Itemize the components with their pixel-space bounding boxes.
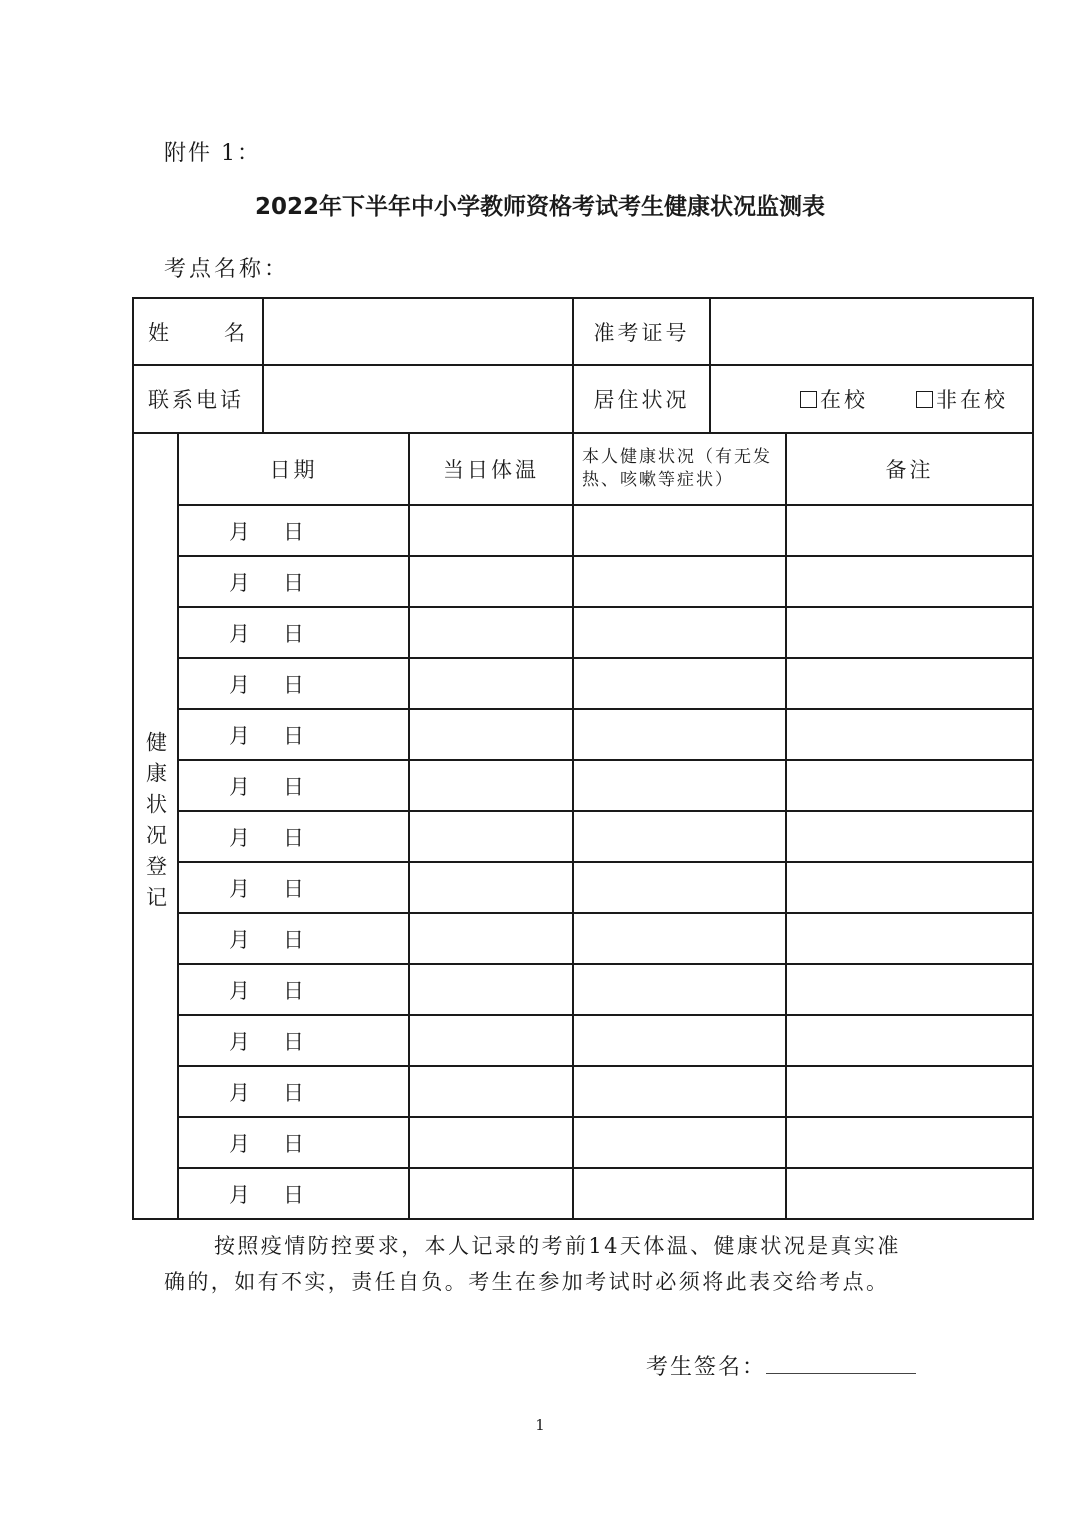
date-cell[interactable]: 月 日 [178,607,409,658]
temperature-cell[interactable] [409,760,573,811]
attachment-label: 附件 1： [164,141,261,166]
health-cell[interactable] [573,760,786,811]
date-cell[interactable]: 月 日 [178,1168,409,1219]
temperature-cell[interactable] [409,811,573,862]
temperature-cell[interactable] [409,607,573,658]
note-cell[interactable] [786,862,1033,913]
table-row [133,505,1033,556]
health-cell[interactable] [573,1015,786,1066]
date-cell[interactable]: 月 日 [178,556,409,607]
signature-label: 考生签名： [646,1355,767,1380]
temperature-cell[interactable] [409,505,573,556]
table-row [133,658,1033,709]
table-row [133,811,1033,862]
temperature-cell[interactable] [409,1015,573,1066]
note-cell[interactable] [786,1066,1033,1117]
health-cell[interactable] [573,556,786,607]
table-row [133,1066,1033,1117]
declaration-text: 按照疫情防控要求，本人记录的考前14天体温、健康状况是真实准确的，如有不实，责任自负。考生在参加考试时必须将此表交给考点。 [164,1234,901,1294]
health-cell[interactable] [573,1117,786,1168]
table-row [133,862,1033,913]
table-row [133,1168,1033,1219]
date-cell[interactable]: 月 日 [178,1015,409,1066]
residence-option-off-campus[interactable]: 非在校 [916,384,1008,414]
table-row [133,1015,1033,1066]
note-cell[interactable] [786,1015,1033,1066]
note-cell[interactable] [786,505,1033,556]
temperature-cell[interactable] [409,709,573,760]
date-cell[interactable]: 月 日 [178,862,409,913]
signature-field[interactable] [766,1353,916,1374]
health-cell[interactable] [573,1168,786,1219]
table-row [133,760,1033,811]
note-cell[interactable] [786,1168,1033,1219]
admission-number-field[interactable] [710,298,1033,365]
temperature-cell[interactable] [409,964,573,1015]
health-monitoring-form [132,297,1034,1220]
date-cell[interactable]: 月 日 [178,913,409,964]
temperature-cell[interactable] [409,1066,573,1117]
name-label: 姓 名 [133,298,263,365]
table-row [133,1117,1033,1168]
residence-label: 居住状况 [573,365,710,433]
name-field[interactable] [263,298,573,365]
health-cell[interactable] [573,1066,786,1117]
column-header-note: 备注 [786,433,1033,505]
signature-area [646,1350,916,1381]
date-cell[interactable]: 月 日 [178,964,409,1015]
note-cell[interactable] [786,811,1033,862]
table-row [133,964,1033,1015]
table-row [133,709,1033,760]
health-cell[interactable] [573,607,786,658]
note-cell[interactable] [786,556,1033,607]
phone-field[interactable] [263,365,573,433]
note-cell[interactable] [786,1117,1033,1168]
phone-label: 联系电话 [133,365,263,433]
page-title: 2022年下半年中小学教师资格考试考生健康状况监测表 [254,194,825,220]
date-cell[interactable]: 月 日 [178,658,409,709]
temperature-cell[interactable] [409,862,573,913]
health-cell[interactable] [573,964,786,1015]
exam-site-label: 考点名称： [164,257,290,282]
health-cell[interactable] [573,862,786,913]
health-cell[interactable] [573,658,786,709]
health-cell[interactable] [573,913,786,964]
admission-number-label: 准考证号 [573,298,710,365]
health-cell[interactable] [573,709,786,760]
note-cell[interactable] [786,658,1033,709]
temperature-cell[interactable] [409,556,573,607]
table-row [133,607,1033,658]
column-header-health: 本人健康状况（有无发热、咳嗽等症状） [573,433,786,505]
checkbox-icon[interactable] [916,391,933,408]
note-cell[interactable] [786,913,1033,964]
column-header-temperature: 当日体温 [409,433,573,505]
note-cell[interactable] [786,760,1033,811]
date-cell[interactable]: 月 日 [178,505,409,556]
temperature-cell[interactable] [409,658,573,709]
date-cell[interactable]: 月 日 [178,709,409,760]
health-cell[interactable] [573,811,786,862]
page-number: 1 [535,1416,545,1434]
temperature-cell[interactable] [409,913,573,964]
date-cell[interactable]: 月 日 [178,760,409,811]
note-cell[interactable] [786,607,1033,658]
date-cell[interactable]: 月 日 [178,1117,409,1168]
temperature-cell[interactable] [409,1117,573,1168]
residence-options [710,365,1033,433]
section-label: 健康状况登记 [133,433,178,1219]
date-cell[interactable]: 月 日 [178,811,409,862]
residence-option-on-campus[interactable]: 在校 [800,384,868,414]
note-cell[interactable] [786,709,1033,760]
table-row [133,556,1033,607]
checkbox-icon[interactable] [800,391,817,408]
table-row [133,913,1033,964]
note-cell[interactable] [786,964,1033,1015]
date-cell[interactable]: 月 日 [178,1066,409,1117]
column-header-date: 日期 [178,433,409,505]
temperature-cell[interactable] [409,1168,573,1219]
health-cell[interactable] [573,505,786,556]
